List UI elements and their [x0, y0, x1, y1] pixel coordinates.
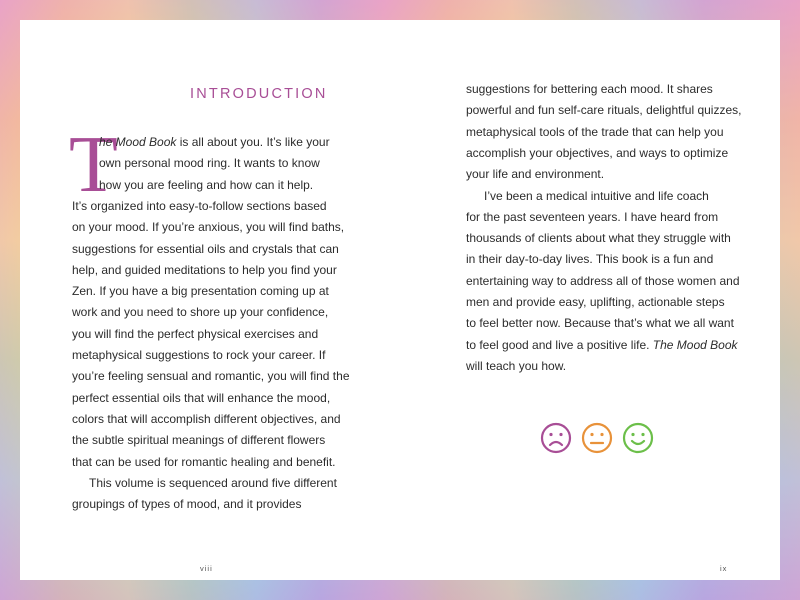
text-line: the subtle spiritual meanings of different flowers [72, 433, 326, 448]
text-line: for the past seventeen years. I have heard from [466, 209, 719, 224]
text-line: powerful and fun self-care rituals, delightful quizzes, [466, 103, 742, 118]
text-line: own personal mood ring. It wants to know [99, 156, 320, 171]
text-line: he Mood Book is all about you. It’s like your [99, 135, 330, 149]
text-line: metaphysical suggestions to rock your career. If [72, 348, 326, 362]
text-line: metaphysical tools of the trade that can help you [466, 124, 724, 139]
text-line: how you are feeling and how can it help. [99, 177, 314, 192]
text-line: your life and environment. [466, 167, 605, 182]
text-line: work and you need to shore up your confidence, [72, 305, 329, 320]
happy-face-icon [622, 422, 654, 454]
text-line: suggestions for essential oils and crystals that can [72, 241, 339, 256]
text-line: men and provide easy, uplifting, actionable steps [466, 295, 725, 309]
text-line: This volume is sequenced around five different [89, 475, 337, 490]
drop-cap: T [69, 121, 118, 209]
text-line: to feel better now. Because that’s what we all want [466, 316, 734, 331]
sad-face-icon [540, 422, 572, 454]
text-line: perfect essential oils that will enhance the mood, [72, 390, 331, 405]
text-line: you’re feeling sensual and romantic, you will find the [72, 369, 350, 384]
text-line: help, and guided meditations to help you find your [72, 262, 337, 277]
neutral-face-icon [581, 422, 613, 454]
text-line: accomplish your objectives, and ways to optimize [466, 145, 729, 160]
text-line: suggestions for bettering each mood. It shares [466, 82, 713, 96]
right-page [466, 20, 742, 580]
page-number-right: ix [720, 564, 728, 573]
mood-icons [540, 422, 660, 454]
text-line: you will find the perfect physical exercises and [72, 326, 319, 341]
text-line: on your mood. If you’re anxious, you will find baths, [72, 220, 345, 235]
text-line: groupings of types of mood, and it provides [72, 497, 302, 512]
text-line: will teach you how. [466, 358, 567, 373]
text-line: thousands of clients about what they struggle with [466, 231, 731, 246]
page-number-left: viii [200, 564, 213, 573]
text-line: to feel good and live a positive life. The Mood Book [466, 337, 738, 352]
book-spread [20, 20, 780, 580]
text-line: Zen. If you have a big presentation coming up at [72, 284, 329, 299]
left-page [69, 20, 350, 580]
text-line: It’s organized into easy-to-follow sections based [72, 198, 327, 213]
text-line: that can be used for romantic healing and benefit. [72, 454, 336, 469]
text-line: colors that will accomplish different objectives, and [72, 411, 341, 426]
chapter-heading: INTRODUCTION [190, 86, 328, 102]
text-line: in their day-to-day lives. This book is a fun and [466, 252, 714, 267]
text-line: entertaining way to address all of those women and [466, 273, 740, 288]
text-line: I’ve been a medical intuitive and life coach [484, 188, 709, 203]
